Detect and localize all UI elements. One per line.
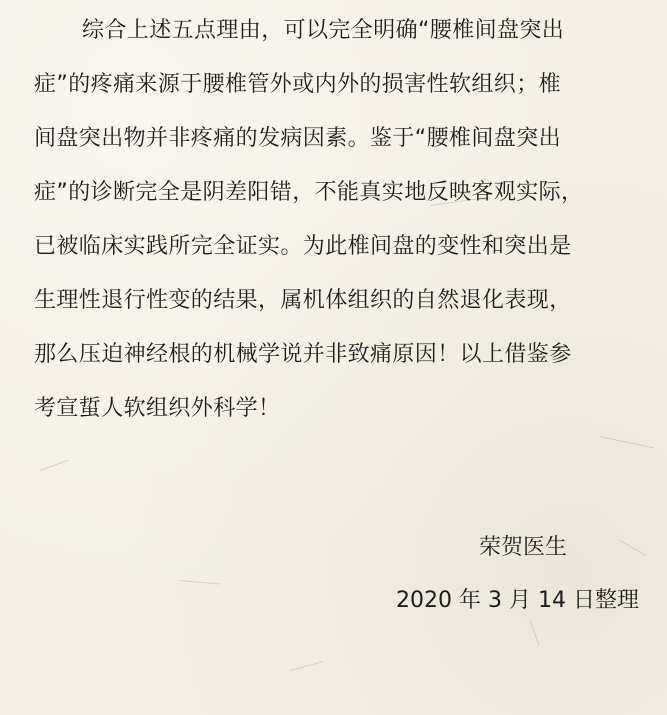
text-line: 综合上述五点理由，可以完全明确“腰椎间盘突出 — [82, 18, 565, 43]
paper-fiber — [40, 460, 69, 471]
text-line: 已被临床实践所完全证实。为此椎间盘的变性和突出是 — [34, 234, 572, 259]
text-line: 症”的诊断完全是阴差阳错，不能真实地反映客观实际， — [34, 180, 584, 205]
author-signature: 荣贺医生 — [478, 535, 567, 560]
document-date: 2020 年 3 月 14 日整理 — [396, 588, 639, 613]
document-body — [34, 4, 646, 436]
paper-fiber — [620, 540, 646, 556]
text-line: 症”的疼痛来源于腰椎管外或内外的损害性软组织；椎 — [34, 72, 561, 97]
paper-fiber — [180, 580, 220, 584]
paper-fiber — [530, 620, 540, 645]
paper-fiber — [290, 661, 323, 671]
text-line: 生理性退行性变的结果，属机体组织的自然退化表现， — [34, 288, 572, 313]
text-line: 间盘突出物并非疼痛的发病因素。鉴于“腰椎间盘突出 — [34, 126, 561, 151]
text-line: 考宣蜇人软组织外科学！ — [34, 396, 281, 421]
text-line: 那么压迫神经根的机械学说并非致痛原因！以上借鉴参 — [34, 342, 572, 367]
paper-fiber — [600, 436, 654, 448]
